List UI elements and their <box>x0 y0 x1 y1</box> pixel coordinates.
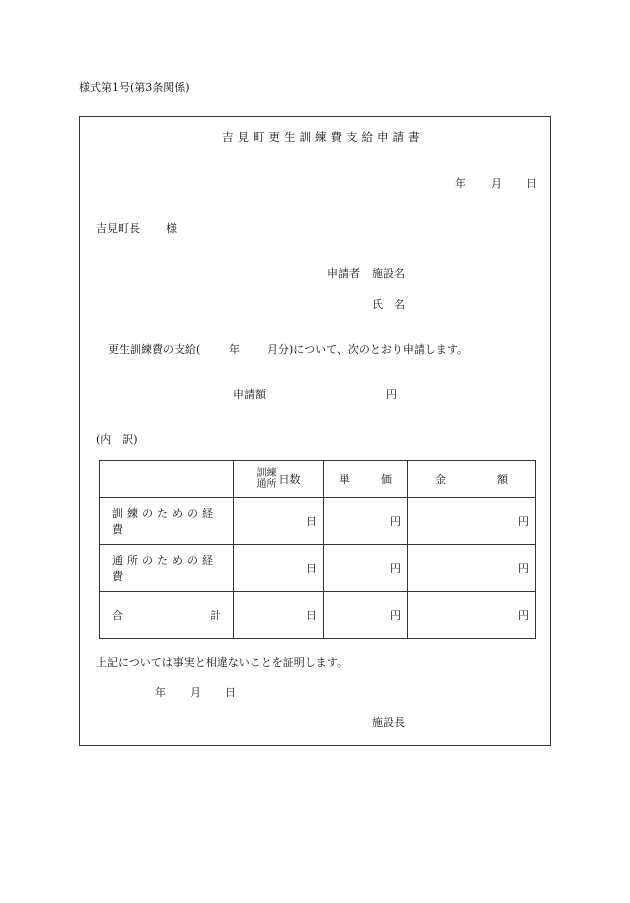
facility-head-label: 施設長 <box>372 716 405 729</box>
row-label: 通所のための経費 <box>100 545 234 592</box>
statement-prefix: 更生訓練費の支給( <box>108 343 201 356</box>
breakdown-label: (内 訳) <box>96 433 138 446</box>
header-unit-price-a: 単 <box>339 473 350 486</box>
date-year: 年 <box>455 177 466 190</box>
amount-unit: 円 <box>408 545 536 592</box>
cert-date-day: 日 <box>225 686 236 699</box>
row-label: 訓練のための経費 <box>100 498 234 545</box>
header-blank-cell <box>100 461 234 498</box>
header-days-cell <box>234 461 324 498</box>
unit-price-unit: 円 <box>324 545 408 592</box>
unit-price-unit: 円 <box>324 592 408 639</box>
table-row <box>100 498 536 545</box>
addressee-honorific: 様 <box>166 222 177 235</box>
cert-date-year: 年 <box>155 686 166 699</box>
date-month: 月 <box>491 177 502 190</box>
total-label-b: 計 <box>210 609 221 622</box>
days-unit: 日 <box>234 592 324 639</box>
certification-text: 上記については事実と相違ないことを証明します。 <box>96 656 348 669</box>
breakdown-table <box>99 460 536 639</box>
application-form <box>79 116 551 746</box>
amount-unit: 円 <box>408 498 536 545</box>
header-commute: 通所 <box>256 479 277 490</box>
header-unit-price-b: 価 <box>381 473 392 486</box>
header-amount-a: 金 <box>435 473 446 486</box>
addressee-name: 吉見町長 <box>96 222 140 235</box>
days-unit: 日 <box>234 545 324 592</box>
form-title: 吉見町更生訓練費支給申請書 <box>222 130 424 144</box>
statement-year: 年 <box>229 343 240 356</box>
applicant-name-label: 氏 名 <box>372 298 405 311</box>
header-unit-price-cell <box>324 461 408 498</box>
header-training-commute <box>257 468 277 491</box>
table-header-row <box>100 461 536 498</box>
table-row <box>100 545 536 592</box>
date-day: 日 <box>526 177 537 190</box>
header-amount-b: 額 <box>497 473 508 486</box>
days-unit: 日 <box>234 498 324 545</box>
statement-text: 月分)について、次のとおり申請します。 <box>267 343 468 356</box>
amount-unit: 円 <box>408 592 536 639</box>
form-number: 様式第1号(第3条関係) <box>79 81 190 94</box>
header-amount-cell <box>408 461 536 498</box>
unit-price-unit: 円 <box>324 498 408 545</box>
amount-unit: 円 <box>386 388 397 401</box>
header-days: 日数 <box>278 473 301 486</box>
amount-label: 申請額 <box>233 388 266 401</box>
facility-name-label: 施設名 <box>372 267 405 280</box>
total-label-cell <box>100 592 234 639</box>
applicant-label: 申請者 <box>327 267 360 280</box>
header-training: 訓練 <box>256 467 277 479</box>
total-label-a: 合 <box>112 609 123 622</box>
table-row-total <box>100 592 536 639</box>
cert-date-month: 月 <box>190 686 201 699</box>
